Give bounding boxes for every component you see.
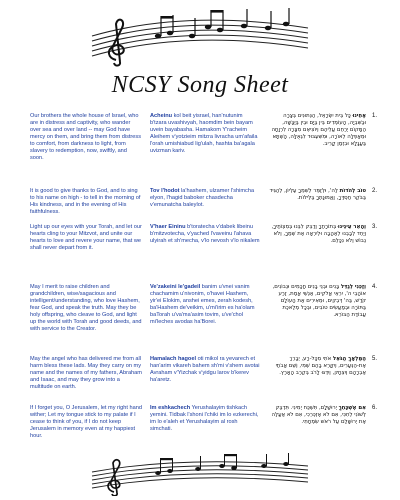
treble-clef-icon — [88, 6, 312, 68]
song-number: 4. — [372, 284, 378, 290]
song-hebrew-lead: אִם אֶשְׁכָּחֵךְ — [338, 405, 366, 411]
page-title: NCSY Song Sheet — [111, 72, 289, 98]
music-staff-banner-bottom — [88, 452, 312, 496]
song-transliteration-text: Yerushalayim tishkach yemini. Tidbak l'shoni l'chiki im lo ezkerechi, im lo e'aleh et Yerushalayim al rosh simchati. — [150, 405, 259, 432]
song-hebrew-rest: לַה', וּלְזַמֵּר לְשִׁמְךָ עֶלְיוֹן, לְהַגִּיד בַּבֹּקֶר חַסְדֶּךָ, וֶאֱמוּנָתְךָ בַּלֵּילוֹת. — [269, 188, 366, 201]
song-hebrew-text — [268, 224, 366, 245]
song-hebrew-text — [268, 188, 366, 202]
song-transliteration — [150, 284, 260, 326]
song-transliteration-text: kol beit yisrael, han'nutunim b'tzara uvashivyah, haomdim bein bayam uvein bayabasha. Hamakom Y'racheim Aleihem v'yotzieim mitzra livracha um'afaila l'orah umishiabud lig'ulah, hashta ba'agala uvizman kariv. — [150, 113, 258, 154]
song-transliteration-lead: Hamalach hagoel — [150, 356, 197, 362]
song-hebrew-rest: אֹתִי מִכָּל-רָע, יְבָרֵךְ אֶת-הַנְּעָרִים, וְיִקָּרֵא בָהֶם שְׁמִי, וְשֵׁם אֲבֹתַי אַבְרָהָם וְיִצְחָק, וְיִדְגּוּ לָרֹב בְּקֶרֶב הָאָרֶץ. — [275, 356, 366, 376]
song-transliteration — [150, 405, 260, 433]
song-hebrew-text — [268, 113, 366, 148]
song-number: 6. — [372, 405, 378, 411]
song-hebrew-lead: אַחֵינוּ — [352, 113, 366, 119]
song-number: 3. — [372, 224, 378, 230]
song-hebrew-text — [268, 405, 366, 426]
song-transliteration — [150, 224, 260, 245]
song-english-translation: It is good to give thanks to God, and to sing to his name on high - to tell in the morning of His kindness, and in the evening of His faithfulness. — [30, 188, 141, 215]
song-number: 1. — [372, 113, 378, 119]
song-hebrew-lead: וְהָאֵר עֵינֵינוּ — [337, 224, 366, 230]
song-hebrew-rest: בְּתוֹרָתֶךָ וְדַבֵּק לִבֵּנוּ בְּמִצְוֹתֶיךָ, וְיַחֵד לְבָבֵנוּ לְאַהֲבָה וּלְיִרְאָה אֶת שְׁמֶךָ, וְלֹא נֵבוֹשׁ וְלֹא נִכָּלֵם. — [271, 224, 366, 244]
song-hebrew-rest: יְרוּשָׁלִָם, תִּשְׁכַּח יְמִינִי. תִּדְבַּק לְשׁוֹנִי לְחִכִּי, אִם לֹא אֶזְכְּרֵכִי, אִם לֹא אַעֲלֶה אֶת יְרוּשָׁלִַם עַל רֹאשׁ שִׂמְחָתִי. — [271, 405, 366, 425]
treble-clef-icon — [88, 452, 312, 496]
song-transliteration-text: la'hashem, ulzamer l'shimcha elyon, l'hagid baboker chasdecha v'emunatcha baleylot. — [150, 188, 255, 208]
song-hebrew-text — [268, 356, 366, 377]
song-transliteration — [150, 113, 260, 155]
song-hebrew-lead: וְזַכֵּנִי לְגַדֵּל — [340, 284, 366, 290]
song-transliteration-text: oti mikol ra yevarech et han'arim vikareh bahem sh'mi v'shem avotai Avraham v'Yizchak v'yidgu larov b'kerev ha'aretz. — [150, 356, 260, 383]
song-english-translation: Our brothers the whole house of Israel, who are in distress and captivity, who wander over sea and over land -- may God have mercy on them, and bring them from distress to comfort, from darkness to light, from slavery to redemption, now, swiftly, and soon. — [30, 113, 141, 161]
song-english-translation: May I merit to raise children and grandchildren, wise/sagacious and intelligent/understanding, who love Hashem, fear God, and speak the truth. May they be holy offspring, who cleave to God, and light up the world with Torah and good deeds, and with service to the Creator. — [30, 284, 142, 332]
song-english-translation: If I forget you, O Jerusalem, let my right hand wither; Let my tongue stick to my palate if I cease to think of you, if I do not keep Jerusalem in memory even at my happiest hour. — [30, 405, 142, 439]
song-transliteration-text: b'toratecha v'dabek libeinu b'mitzvotecha, v'yached l'vaveinu l'ahava ulyirah et sh'mecha, v'lo nevosh v'lo nikalem — [150, 224, 260, 244]
song-english-translation: Light up our eyes with your Torah, and let our hearts cling to your Mitzvot, and unite our hearts to love and revere your name, that we shall never depart from it. — [30, 224, 142, 251]
song-hebrew-lead: טוֹב לְהֹדוֹת — [339, 188, 366, 194]
song-transliteration — [150, 356, 260, 384]
song-number: 2. — [372, 188, 378, 194]
song-hebrew-rest: בָּנִים וּבְנֵי בָנִים חֲכָמִים וּנְבוֹנִים, אוֹהֲבֵי ה', יִרְאֵי אֱלֹקִים, אַנְשֵׁי אֱמֶת, זֶרַע קֹדֶשׁ, בַּה' דְּבֵקִים, וּמְאִירִים אֶת הָעוֹלָם בַּתּוֹרָה וּבְמַעֲשִׂים טוֹבִים, וּבְכָל מְלֶאכֶת עֲבוֹדַת הַבּוֹרֵא. — [272, 284, 366, 318]
song-transliteration-text: banim u'vnei vanim chachamim u'nivonim, o'havei Hashem, yir'ei Elokim, anshei emes, zerah kodesh, ba'Hashem de'veikim, u'mi'irim es ha'olam baTorah u'va'ma'asim tovim, u've'chol mi'leches avodas ha'Borei. — [150, 284, 255, 325]
song-transliteration-lead: V'haer Eininu — [150, 224, 186, 230]
song-english-translation: May the angel who has delivered me from all harm bless these lads. May they carry on my name and the names of my fathers, Abraham and Isaac, and may they grow into a multitude on earth. — [30, 356, 142, 390]
song-transliteration — [150, 188, 260, 209]
song-transliteration-lead: Acheinu — [150, 113, 173, 119]
music-staff-banner-top — [88, 6, 312, 68]
song-transliteration-lead: Ve'zakeini le'gadeil — [150, 284, 201, 290]
song-transliteration-lead: Tov l'hodot — [150, 188, 180, 194]
song-hebrew-rest: כָּל בֵּית יִשְׂרָאֵל, הַנְּתוּנִים בְּצָרָה וּבַשִּׁבְיָה, הָעוֹמְדִים בֵּין בַּיָּם וּבֵין בַּיַּבָּשָׁה, הַמָּקוֹם יְרַחֵם עֲלֵיהֶם וְיוֹצִיאֵם מִצָּרָה לִרְוָחָה וּמֵאֲפֵלָה לְאוֹרָה, וּמִשִּׁעְבּוּד לִגְאֻלָּה, הָשְׁתָּא בַּעֲגָלָא וּבִזְמַן קָרִיב. — [271, 113, 366, 147]
song-hebrew-lead: הַמַּלְאָךְ הַגֹּאֵל — [332, 356, 366, 362]
song-hebrew-text — [268, 284, 366, 319]
song-number: 5. — [372, 356, 378, 362]
song-transliteration-lead: Im eshkachech — [150, 405, 191, 411]
